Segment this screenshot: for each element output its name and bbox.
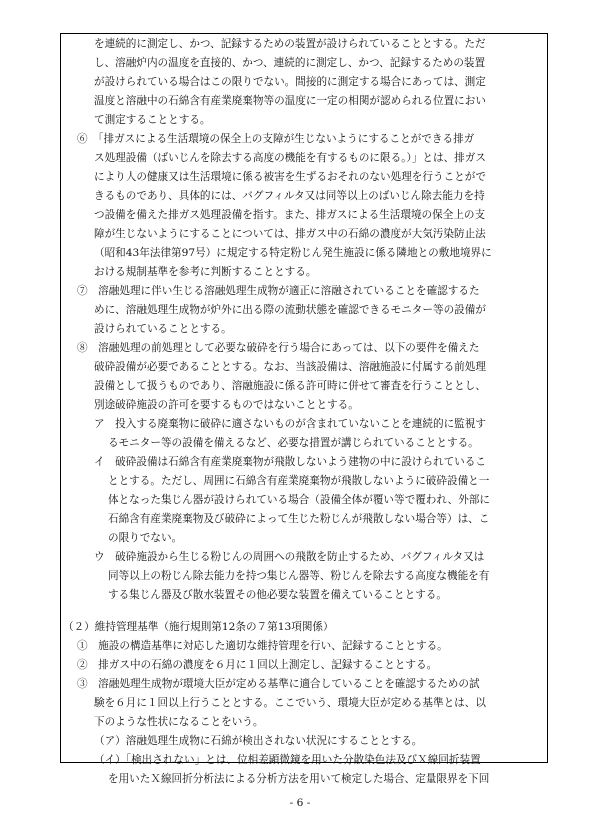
list-item-7: ⑦ 溶融処理に伴い生じる溶融処理生成物が適正に溶融されていることを確認するた	[77, 285, 480, 297]
text-line: 別途破砕施設の許可を要するものではないこととする。	[94, 399, 359, 411]
page-number: - 6 -	[289, 797, 311, 809]
list-item-6: ⑥ 「排ガスによる生活環境の保全上の支障が生じないようにすることができる排ガ	[77, 133, 475, 145]
sub-item-i-paren: （イ）「検出されない」とは、位相差顕微鏡を用いた分散染色法及びＸ線回折装置	[94, 754, 481, 766]
text-line: 石綿含有産業廃棄物及び破砕によって生じた粉じんが飛散しない場合等）は、こ	[108, 513, 490, 525]
text-line: により人の健康又は生活環境に係る被害を生ずるおそれのない処理を行うことがで	[94, 171, 486, 183]
text-line: する集じん器及び散水装置その他必要な装置を備えていることとする。	[108, 589, 447, 601]
text-line: おける規制基準を参考に判断することとする。	[94, 266, 317, 278]
text-line: し、溶融炉内の温度を直接的、かつ、連続的に測定し、かつ、記録するための装置	[94, 57, 486, 69]
text-line: めに、溶融処理生成物が炉外に出る際の流動状態を確認できるモニター等の設備が	[94, 304, 486, 316]
text-line: を用いたＸ線回折分析法による分析方法を用いて検定した場合、定量限界を下回	[108, 773, 490, 785]
text-line: 同等以上の粉じん除去能力を持つ集じん器等、粉じんを除去する高度な機能を有	[108, 570, 490, 582]
text-line: の限りでない。	[108, 532, 183, 544]
list-item-1: ① 施設の構造基準に対応した適切な維持管理を行い、記録することとする。	[77, 640, 448, 652]
text-line: つ設備を備えた排ガス処理設備を指す。また、排ガスによる生活環境の保全上の支	[94, 209, 486, 221]
sub-item-a: ア 投入する廃棄物に破砕に適さないものが含まれていないことを連続的に監視す	[94, 418, 486, 430]
text-line: ととする。ただし、周囲に石綿含有産業廃棄物が飛散しないように破砕設備と一	[108, 475, 490, 487]
section-heading: （２）維持管理基準（施行規則第12条の７第13項関係）	[63, 621, 334, 633]
text-line: （昭和43年法律第97号）に規定する特定粉じん発生施設に係る隣地との敷地境界に	[94, 247, 492, 259]
text-line: 下のような性状になることをいう。	[94, 716, 264, 728]
text-line: を連続的に測定し、かつ、記録するための装置が設けられていることとする。ただ	[94, 38, 486, 50]
list-item-2: ② 排ガス中の石綿の濃度を６月に１回以上測定し、記録することとする。	[77, 659, 438, 671]
list-item-8: ⑧ 溶融処理の前処理として必要な破砕を行う場合にあっては、以下の要件を備えた	[77, 342, 480, 354]
text-line: て測定することとする。	[94, 114, 211, 126]
text-line: 障が生じないようにすることについては、排ガス中の石綿の濃度が大気汚染防止法	[94, 228, 486, 240]
text-line: 設けられていることとする。	[94, 323, 232, 335]
sub-item-a-paren: （ア）溶融処理生成物に石綿が検出されない状況にすることとする。	[94, 735, 423, 747]
text-line: が設けられている場合はこの限りでない。間接的に測定する場合にあっては、測定	[94, 76, 486, 88]
text-line: 験を６月に１回以上行うこととする。ここでいう、環境大臣が定める基準とは、以	[94, 697, 486, 709]
text-line: 破砕設備が必要であることとする。なお、当該設備は、溶融施設に付属する前処理	[94, 361, 486, 373]
text-line: ス処理設備（ばいじんを除去する高度の機能を有するものに限る。）」とは、排ガス	[94, 152, 486, 164]
sub-item-i: イ 破砕設備は石綿含有産業廃棄物が飛散しないよう建物の中に設けられているこ	[94, 456, 486, 468]
text-line: 温度と溶融中の石綿含有産業廃棄物等の温度に一定の相関が認められる位置におい	[94, 95, 486, 107]
list-item-3: ③ 溶融処理生成物が環境大臣が定める基準に適合していることを確認するための試	[77, 678, 480, 690]
text-line: きるものであり、具体的には、バグフィルタ又は同等以上のばいじん除去能力を持	[94, 190, 485, 202]
text-line: るモニター等の設備を備えるなど、必要な措置が講じられていることとする。	[108, 437, 479, 449]
sub-item-u: ウ 破砕施設から生じる粉じんの周囲への飛散を防止するため、バグフィルタ又は	[94, 551, 485, 563]
text-line: 設備として扱うものであり、溶融施設に係る許可時に併せて審査を行うこととし、	[94, 380, 486, 392]
text-line: 体となった集じん器が設けられている場合（設備全体が覆い等で覆われ、外部に	[108, 494, 491, 506]
